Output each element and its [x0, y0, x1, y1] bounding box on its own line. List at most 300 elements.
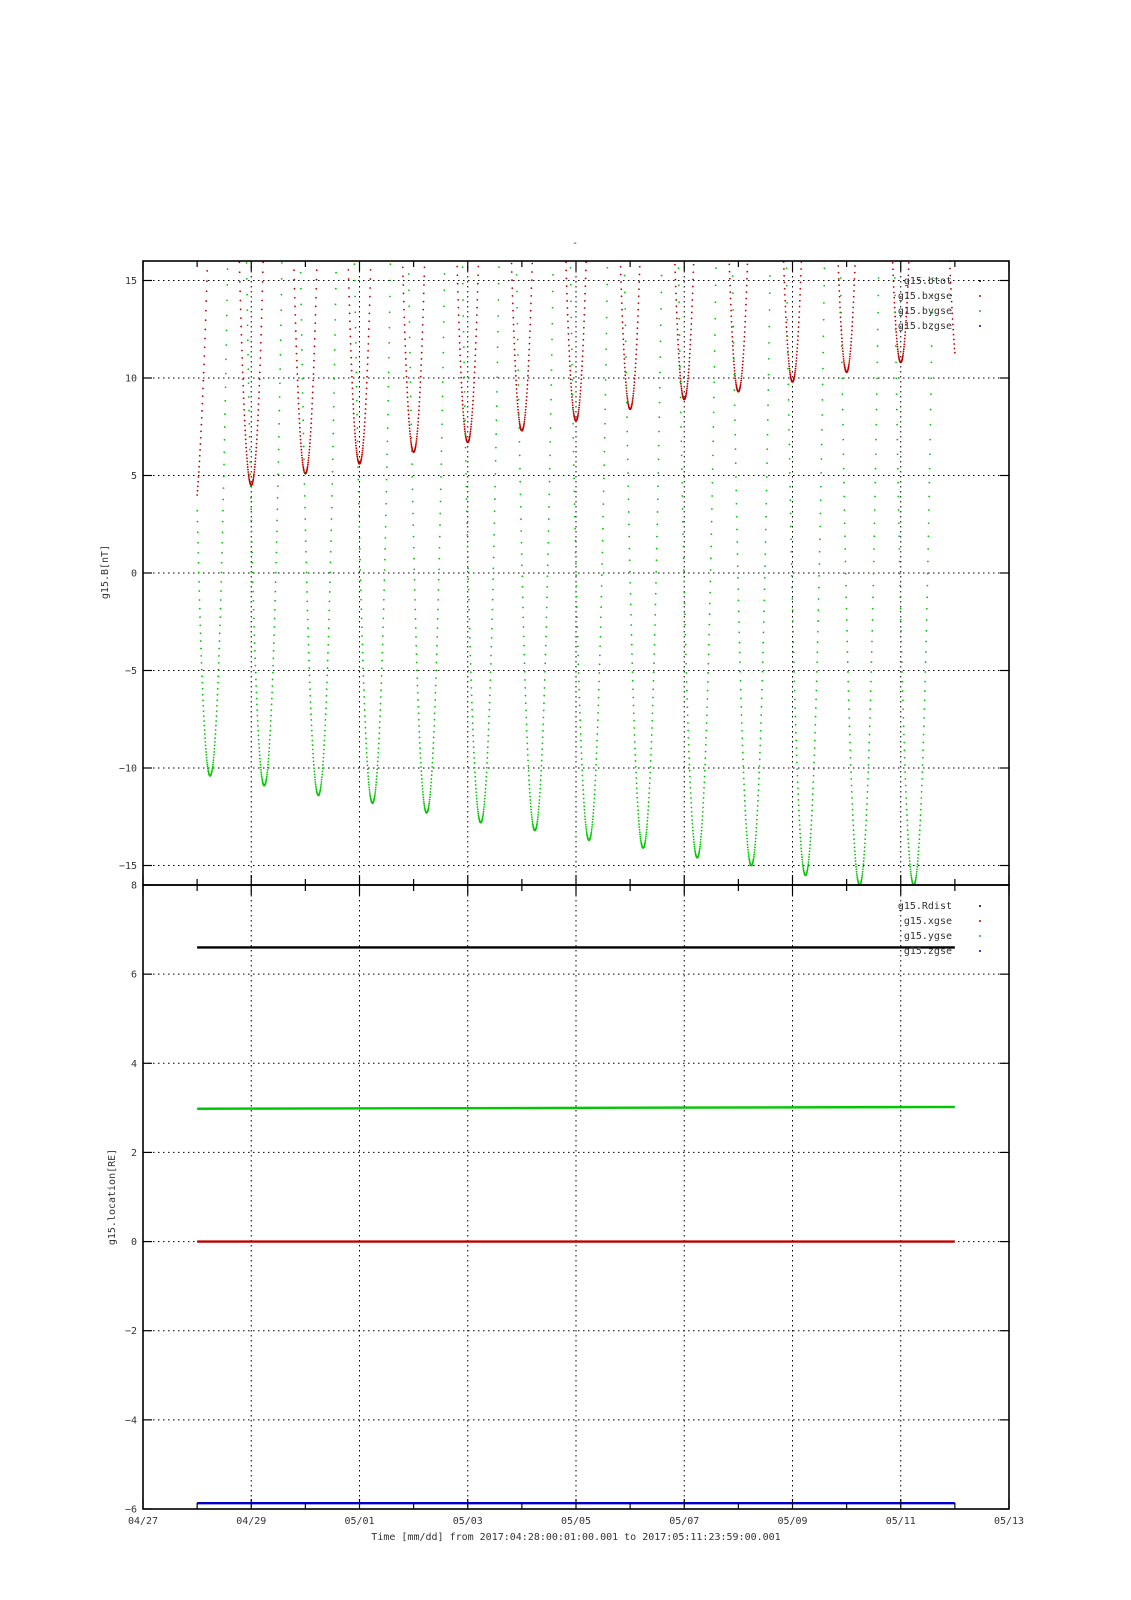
data-point [260, 342, 262, 344]
data-point [458, 329, 460, 331]
data-point [837, 265, 839, 267]
bottom-legend [898, 901, 981, 957]
data-point [464, 428, 466, 430]
data-point [901, 661, 903, 663]
data-point [475, 342, 477, 344]
data-point [542, 723, 544, 725]
data-point [809, 847, 811, 849]
data-point [787, 368, 789, 370]
data-point [357, 466, 359, 468]
data-point [522, 596, 524, 598]
data-point [808, 856, 810, 858]
data-point [335, 304, 337, 306]
data-point [655, 582, 657, 584]
data-point [437, 609, 439, 611]
data-point [854, 278, 856, 280]
data-point [645, 831, 647, 833]
data-point [875, 453, 877, 455]
data-point [796, 351, 798, 353]
data-point [217, 682, 219, 684]
data-point [269, 739, 271, 741]
data-point [660, 308, 662, 310]
data-point [766, 448, 768, 450]
data-point [582, 350, 584, 352]
data-point [624, 367, 626, 369]
data-point [799, 288, 801, 290]
data-point [579, 396, 581, 398]
data-point [745, 819, 747, 821]
data-point [906, 302, 908, 304]
data-point [516, 291, 518, 293]
data-point [681, 389, 683, 391]
data-point [637, 809, 639, 811]
data-point [713, 381, 715, 383]
data-point [320, 783, 322, 785]
data-point [530, 809, 532, 811]
data-point [491, 618, 493, 620]
data-point [409, 321, 411, 323]
data-point [916, 871, 918, 873]
data-point [710, 569, 712, 571]
data-point [851, 334, 853, 336]
data-point [540, 775, 542, 777]
data-point [755, 841, 757, 843]
data-point [790, 513, 792, 515]
data-point [676, 305, 678, 307]
data-point [583, 793, 585, 795]
data-point [692, 826, 694, 828]
data-point [320, 785, 322, 787]
data-point [767, 419, 769, 421]
data-point [824, 267, 826, 269]
data-point [686, 690, 688, 692]
data-point [675, 279, 677, 281]
data-point [303, 446, 305, 448]
data-point [851, 803, 853, 805]
data-point [243, 403, 245, 405]
data-point [512, 310, 514, 312]
data-point [549, 481, 551, 483]
data-point [278, 423, 280, 425]
data-point [468, 589, 470, 591]
data-point [529, 330, 531, 332]
data-point [219, 616, 221, 618]
top-legend-marker [979, 325, 981, 327]
data-point [570, 374, 572, 376]
data-point [274, 600, 276, 602]
data-point [583, 320, 585, 322]
data-point [757, 810, 759, 812]
data-point [354, 311, 356, 313]
data-point [313, 767, 315, 769]
data-point [735, 382, 737, 384]
data-point [471, 411, 473, 413]
data-point [821, 429, 823, 431]
data-point [689, 770, 691, 772]
data-point [545, 645, 547, 647]
data-point [700, 841, 702, 843]
data-point [218, 655, 220, 657]
data-point [415, 645, 417, 647]
data-point [738, 600, 740, 602]
data-point [862, 868, 864, 870]
data-point [692, 823, 694, 825]
data-point [419, 387, 421, 389]
data-point [420, 376, 422, 378]
data-point [523, 626, 525, 628]
data-point [897, 453, 899, 455]
data-point [850, 757, 852, 759]
data-point [498, 283, 500, 285]
data-point [465, 486, 467, 488]
data-point [366, 370, 368, 372]
data-point [747, 844, 749, 846]
data-point [845, 585, 847, 587]
data-point [363, 682, 365, 684]
data-point [583, 314, 585, 316]
data-point [925, 641, 927, 643]
data-point [272, 665, 274, 667]
data-point [925, 630, 927, 632]
data-point [528, 779, 530, 781]
data-point [205, 751, 207, 753]
data-point [706, 706, 708, 708]
data-point [200, 430, 202, 432]
data-point [418, 712, 420, 714]
data-point [362, 447, 364, 449]
data-point [742, 364, 744, 366]
data-point [758, 778, 760, 780]
data-point [552, 307, 554, 309]
data-point [739, 652, 741, 654]
data-point [307, 627, 309, 629]
data-point [367, 363, 369, 365]
data-point [216, 705, 218, 707]
data-point [677, 344, 679, 346]
data-point [537, 818, 539, 820]
data-point [897, 346, 899, 348]
data-point [223, 476, 225, 478]
top-y-axis-title: g15.B[nT] [100, 544, 111, 600]
data-point [541, 765, 543, 767]
data-point [624, 362, 626, 364]
data-point [799, 294, 801, 296]
data-point [354, 425, 356, 427]
data-point [293, 279, 295, 281]
data-point [952, 318, 954, 320]
data-point [870, 681, 872, 683]
data-point [519, 481, 521, 483]
data-point [325, 713, 327, 715]
data-point [322, 767, 324, 769]
data-point [840, 321, 842, 323]
data-point [761, 680, 763, 682]
data-point [487, 752, 489, 754]
data-point [312, 744, 314, 746]
data-point [582, 775, 584, 777]
data-point [841, 334, 843, 336]
data-point [738, 621, 740, 623]
data-point [597, 705, 599, 707]
data-point [578, 407, 580, 409]
data-point [903, 350, 905, 352]
data-point [470, 679, 472, 681]
top-y-tick-label: 15 [124, 276, 137, 287]
data-point [471, 418, 473, 420]
data-point [904, 335, 906, 337]
data-point [577, 663, 579, 665]
data-point [363, 439, 365, 441]
data-point [416, 677, 418, 679]
data-point [281, 294, 283, 296]
data-point [729, 291, 731, 293]
data-point [683, 557, 685, 559]
data-point [511, 279, 513, 281]
data-point [786, 267, 788, 269]
data-point [405, 358, 407, 360]
data-point [893, 286, 895, 288]
data-point [254, 466, 256, 468]
data-point [689, 348, 691, 350]
data-point [790, 526, 792, 528]
data-point [245, 434, 247, 436]
data-point [686, 391, 688, 393]
data-point [205, 748, 207, 750]
data-point [842, 353, 844, 355]
data-point [637, 327, 639, 329]
data-point [476, 795, 478, 797]
data-point [650, 748, 652, 750]
data-point [199, 608, 201, 610]
data-point [813, 768, 815, 770]
data-point [525, 406, 527, 408]
data-point [902, 354, 904, 356]
data-point [430, 782, 432, 784]
data-point [489, 687, 491, 689]
data-point [412, 524, 414, 526]
data-point [475, 335, 477, 337]
data-point [678, 284, 680, 286]
data-point [437, 627, 439, 629]
data-point [354, 429, 356, 431]
data-point [682, 521, 684, 523]
data-point [787, 383, 789, 385]
data-point [438, 558, 440, 560]
data-point [566, 300, 568, 302]
data-point [492, 568, 494, 570]
data-point [497, 315, 499, 317]
data-point [462, 315, 464, 317]
data-point [477, 806, 479, 808]
data-point [523, 636, 525, 638]
data-point [205, 745, 207, 747]
data-point [900, 619, 902, 621]
data-point [414, 609, 416, 611]
data-point [798, 804, 800, 806]
data-point [352, 388, 354, 390]
data-point [864, 846, 866, 848]
data-point [747, 851, 749, 853]
data-point [798, 810, 800, 812]
data-point [732, 349, 734, 351]
data-point [406, 381, 408, 383]
data-point [440, 463, 442, 465]
data-point [260, 766, 262, 768]
data-point [412, 501, 414, 503]
data-point [364, 721, 366, 723]
data-point [211, 767, 213, 769]
data-point [840, 312, 842, 314]
data-point [603, 464, 605, 466]
data-point [476, 314, 478, 316]
data-point [707, 681, 709, 683]
data-point [484, 791, 486, 793]
data-point [854, 857, 856, 859]
data-point [381, 652, 383, 654]
data-point [254, 469, 256, 471]
data-point [369, 296, 371, 298]
data-point [330, 551, 332, 553]
data-point [788, 357, 790, 359]
data-point [476, 307, 478, 309]
data-point [841, 341, 843, 343]
data-point [420, 381, 422, 383]
data-point [477, 266, 479, 268]
data-point [253, 473, 255, 475]
data-point [409, 427, 411, 429]
data-point [689, 357, 691, 359]
data-point [861, 877, 863, 879]
data-point [316, 269, 318, 271]
data-point [915, 878, 917, 880]
data-point [354, 263, 356, 265]
data-point [628, 498, 630, 500]
data-point [678, 301, 680, 303]
data-point [862, 866, 864, 868]
data-point [253, 626, 255, 628]
data-point [511, 287, 513, 289]
data-point [369, 287, 371, 289]
data-point [408, 424, 410, 426]
data-point [332, 471, 334, 473]
data-point [225, 359, 227, 361]
data-point [753, 855, 755, 857]
data-point [434, 719, 436, 721]
data-point [363, 429, 365, 431]
data-point [474, 762, 476, 764]
data-point [492, 589, 494, 591]
data-point [897, 352, 899, 354]
data-point [530, 811, 532, 813]
data-point [203, 720, 205, 722]
data-point [746, 838, 748, 840]
data-point [384, 537, 386, 539]
data-point [268, 754, 270, 756]
data-point [276, 508, 278, 510]
data-point [916, 873, 918, 875]
data-point [376, 778, 378, 780]
data-point [797, 787, 799, 789]
data-point [687, 383, 689, 385]
data-point [632, 671, 634, 673]
data-point [865, 834, 867, 836]
data-point [922, 764, 924, 766]
data-point [361, 617, 363, 619]
data-point [819, 526, 821, 528]
data-point [205, 319, 207, 321]
data-point [261, 775, 263, 777]
data-point [903, 348, 905, 350]
data-point [689, 776, 691, 778]
data-point [684, 613, 686, 615]
data-point [631, 634, 633, 636]
data-point [621, 309, 623, 311]
data-point [360, 579, 362, 581]
data-point [742, 745, 744, 747]
data-point [545, 626, 547, 628]
data-point [308, 667, 310, 669]
data-point [367, 768, 369, 770]
data-point [422, 794, 424, 796]
data-point [602, 540, 604, 542]
data-point [327, 644, 329, 646]
x-axis-title: Time [mm/dd] from 2017:04:28:00:01:00.001 to 2017:05:11:23:59:00.001 [371, 1532, 781, 1543]
data-point [547, 553, 549, 555]
data-point [304, 518, 306, 520]
data-point [466, 498, 468, 500]
data-point [796, 754, 798, 756]
data-point [520, 506, 522, 508]
data-point [578, 411, 580, 413]
data-point [691, 299, 693, 301]
data-point [734, 377, 736, 379]
data-point [377, 752, 379, 754]
data-point [930, 393, 932, 395]
data-point [380, 689, 382, 691]
data-point [244, 420, 246, 422]
data-point [743, 341, 745, 343]
data-point [821, 458, 823, 460]
data-point [569, 360, 571, 362]
data-point [206, 757, 208, 759]
data-point [708, 653, 710, 655]
data-point [366, 756, 368, 758]
data-point [460, 360, 462, 362]
data-point [456, 274, 458, 276]
data-point [851, 325, 853, 327]
data-point [877, 312, 879, 314]
data-point [740, 697, 742, 699]
data-point [204, 346, 206, 348]
data-point [681, 454, 683, 456]
data-point [920, 809, 922, 811]
data-point [632, 680, 634, 682]
data-point [431, 770, 433, 772]
data-point [595, 769, 597, 771]
data-point [200, 648, 202, 650]
data-point [335, 288, 337, 290]
data-point [257, 409, 259, 411]
data-point [487, 735, 489, 737]
data-point [299, 427, 301, 429]
data-point [470, 426, 472, 428]
data-point [311, 740, 313, 742]
data-point [205, 310, 207, 312]
data-point [575, 585, 577, 587]
data-point [471, 702, 473, 704]
data-point [692, 833, 694, 835]
data-point [355, 442, 357, 444]
